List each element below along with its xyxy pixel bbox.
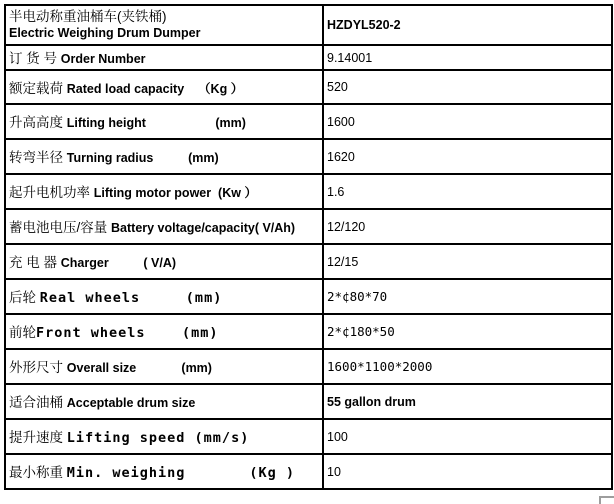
spec-value-cell [323,5,612,45]
spec-value: 1600*1100*2000 [327,358,433,374]
label-zh: 额定载荷 [9,80,67,96]
spec-value-cell [323,419,612,454]
label-zh: 升高高度 [9,115,67,130]
label-en: Lifting speed (mm/s) [66,430,250,446]
spec-value-cell [323,45,612,70]
label-en: Turning radius (mm) [66,151,219,165]
spec-table [4,4,613,490]
spec-value: 1620 [327,149,355,164]
spec-label-cell [5,454,323,489]
spec-label-cell [5,139,323,174]
spec-value: 100 [327,429,348,444]
table-row [5,104,612,139]
label-en: Rated load capacity （Kg ） [66,81,244,96]
label-en: Front wheels (mm) [36,325,219,341]
label-en: Order Number [60,52,146,66]
label-zh: 提升速度 [9,430,67,445]
label-zh: 蓄电池电压/容量 [9,220,112,235]
spec-value-cell [323,314,612,349]
spec-value-cell [323,384,612,419]
spec-label-cell [5,314,323,349]
label-en: Battery voltage/capacity( V/Ah) [111,221,296,235]
spec-label-cell [5,104,323,139]
table-row [5,314,612,349]
label-zh: 转弯半径 [9,150,67,165]
spec-value-cell [323,209,612,244]
spec-label-cell [5,419,323,454]
spec-value-cell [323,279,612,314]
spec-label-cell [5,70,323,104]
spec-value-cell [323,139,612,174]
label-en: Overall size (mm) [66,361,212,375]
spec-label-cell [5,5,323,45]
spec-label-cell [5,209,323,244]
spec-value: 55 gallon drum [327,394,416,409]
spec-value: 2*¢80*70 [327,288,388,304]
spec-value: 12/15 [327,254,359,269]
table-row [5,209,612,244]
spec-value-cell [323,104,612,139]
label-zh: 适合油桶 [9,395,67,410]
spec-value-cell [323,174,612,209]
table-row [5,174,612,209]
label-en: Charger ( V/A) [60,256,177,270]
spec-value: 9.14001 [327,50,373,65]
spec-value: 10 [327,464,341,479]
spec-value-cell [323,244,612,279]
spec-value: 1600 [327,114,355,129]
spec-label-cell [5,384,323,419]
corner-mark [599,496,614,504]
label-en: Real wheels (mm) [39,290,223,306]
table-row [5,419,612,454]
spec-value: 2*¢180*50 [327,323,395,339]
label-en: Acceptable drum size [66,396,196,410]
spec-value-cell [323,70,612,104]
table-row [5,244,612,279]
label-en: Lifting height (mm) [66,116,246,130]
table-row [5,139,612,174]
label-zh: 前轮 [9,325,36,340]
spec-value-cell [323,349,612,384]
product-title-zh: 半电动称重油桶车(夹铁桶) [9,9,167,24]
label-zh: 最小称重 [9,465,67,480]
table-row [5,70,612,104]
label-en: Min. weighing (Kg ) [66,465,295,481]
spec-value: 12/120 [327,219,366,234]
label-zh: 起升电机功率 [9,185,94,200]
spec-label-cell [5,174,323,209]
label-zh: 订 货 号 [9,51,61,66]
product-title-en: Electric Weighing Drum Dumper [9,26,201,40]
table-row [5,384,612,419]
spec-value: 1.6 [327,184,345,199]
spec-label-cell [5,349,323,384]
spec-table-body [5,5,612,489]
spec-label-cell [5,45,323,70]
table-row [5,454,612,489]
spec-value: 520 [327,80,348,94]
label-zh: 后轮 [9,290,40,305]
label-zh: 充 电 器 [9,255,61,270]
table-row [5,5,612,45]
label-en: Lifting motor power (Kw ） [93,186,257,200]
table-row [5,349,612,384]
spec-value-cell [323,454,612,489]
label-zh: 外形尺寸 [9,360,67,375]
spec-value: HZDYL520-2 [327,18,401,32]
spec-label-cell [5,279,323,314]
table-row [5,45,612,70]
spec-label-cell [5,244,323,279]
table-row [5,279,612,314]
